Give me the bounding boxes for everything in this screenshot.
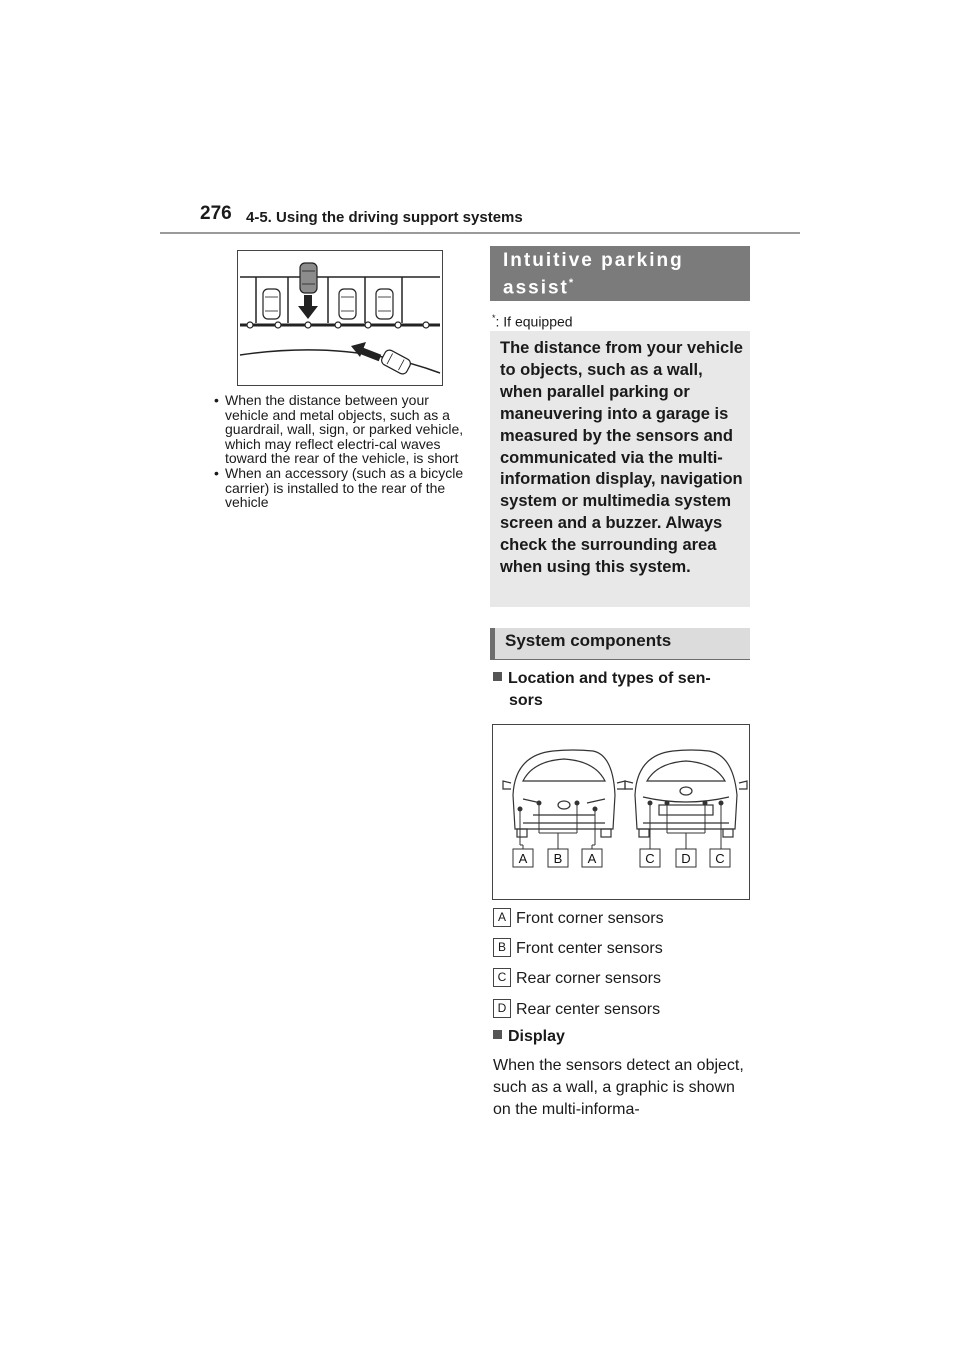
- sensor-location-drawing: [493, 725, 749, 899]
- display-heading: Display: [493, 1028, 565, 1046]
- figure-label-rear-center: D: [681, 851, 691, 866]
- page-number: 276: [200, 203, 232, 224]
- legend-badge: D: [493, 999, 511, 1018]
- sensor-location-illustration: [492, 724, 750, 900]
- figure-label-rear-corner: C: [715, 851, 725, 866]
- legend-text: Front center sensors: [516, 940, 663, 957]
- list-item: [212, 466, 470, 510]
- chapter-title: 4-5. Using the driving support systems: [246, 209, 523, 226]
- equipped-note: *: If equipped: [492, 313, 573, 330]
- display-description: When the sensors detect an object, such as a wall, a graphic is shown on the multi-informa-: [493, 1057, 744, 1118]
- parking-lot-drawing: [238, 251, 442, 385]
- legend-item: [493, 908, 664, 928]
- figure-label-front-corner: A: [518, 851, 528, 866]
- legend-badge: A: [493, 908, 511, 927]
- subheading: System components: [505, 631, 672, 650]
- legend-item: [493, 968, 661, 988]
- legend-text: Front corner sensors: [516, 910, 664, 927]
- legend-item: [493, 938, 663, 958]
- square-bullet-icon: [493, 672, 502, 681]
- legend-text: Rear center sensors: [516, 1001, 661, 1018]
- location-heading: Location and types of sen- sors: [493, 668, 711, 712]
- legend-item: [493, 999, 660, 1019]
- asterisk-mark: *: [568, 277, 574, 289]
- subheading-box: [490, 628, 750, 660]
- summary-text: The distance from your vehicle to objects, such as a wall, when parallel parking or maneuvering into a garage is measured by the sensors and communicated via the multi-information display, navigation system or multimedia system screen and a buzzer. Always check the surrounding area when using this system.: [500, 339, 743, 577]
- conditions-list: [212, 393, 470, 510]
- legend-badge: C: [493, 968, 511, 987]
- legend-text: Rear corner sensors: [516, 970, 661, 987]
- header-divider: [160, 232, 800, 234]
- list-item-text: When an accessory (such as a bicycle carrier) is installed to the rear of the vehicle: [225, 464, 464, 511]
- figure-label-front-corner: A: [587, 851, 597, 866]
- list-item-text: When the distance between your vehicle and metal objects, such as a guardrail, wall, sign, or parked vehicle, which may reflect electri-cal waves toward the rear of the vehicle, is short: [225, 392, 464, 467]
- summary-box: [490, 331, 750, 607]
- asterisk-mark: *: [492, 313, 496, 323]
- square-bullet-icon: [493, 1030, 502, 1039]
- legend-badge: B: [493, 938, 511, 957]
- section-title: Intuitive parking assist*: [503, 250, 684, 299]
- bullet-dot-icon: •: [214, 392, 219, 408]
- parking-lot-illustration: [237, 250, 443, 386]
- list-item: [212, 393, 470, 466]
- figure-label-rear-corner: C: [645, 851, 655, 866]
- section-title-box: [490, 246, 750, 301]
- figure-label-front-center: B: [553, 851, 563, 866]
- bullet-dot-icon: •: [214, 464, 219, 481]
